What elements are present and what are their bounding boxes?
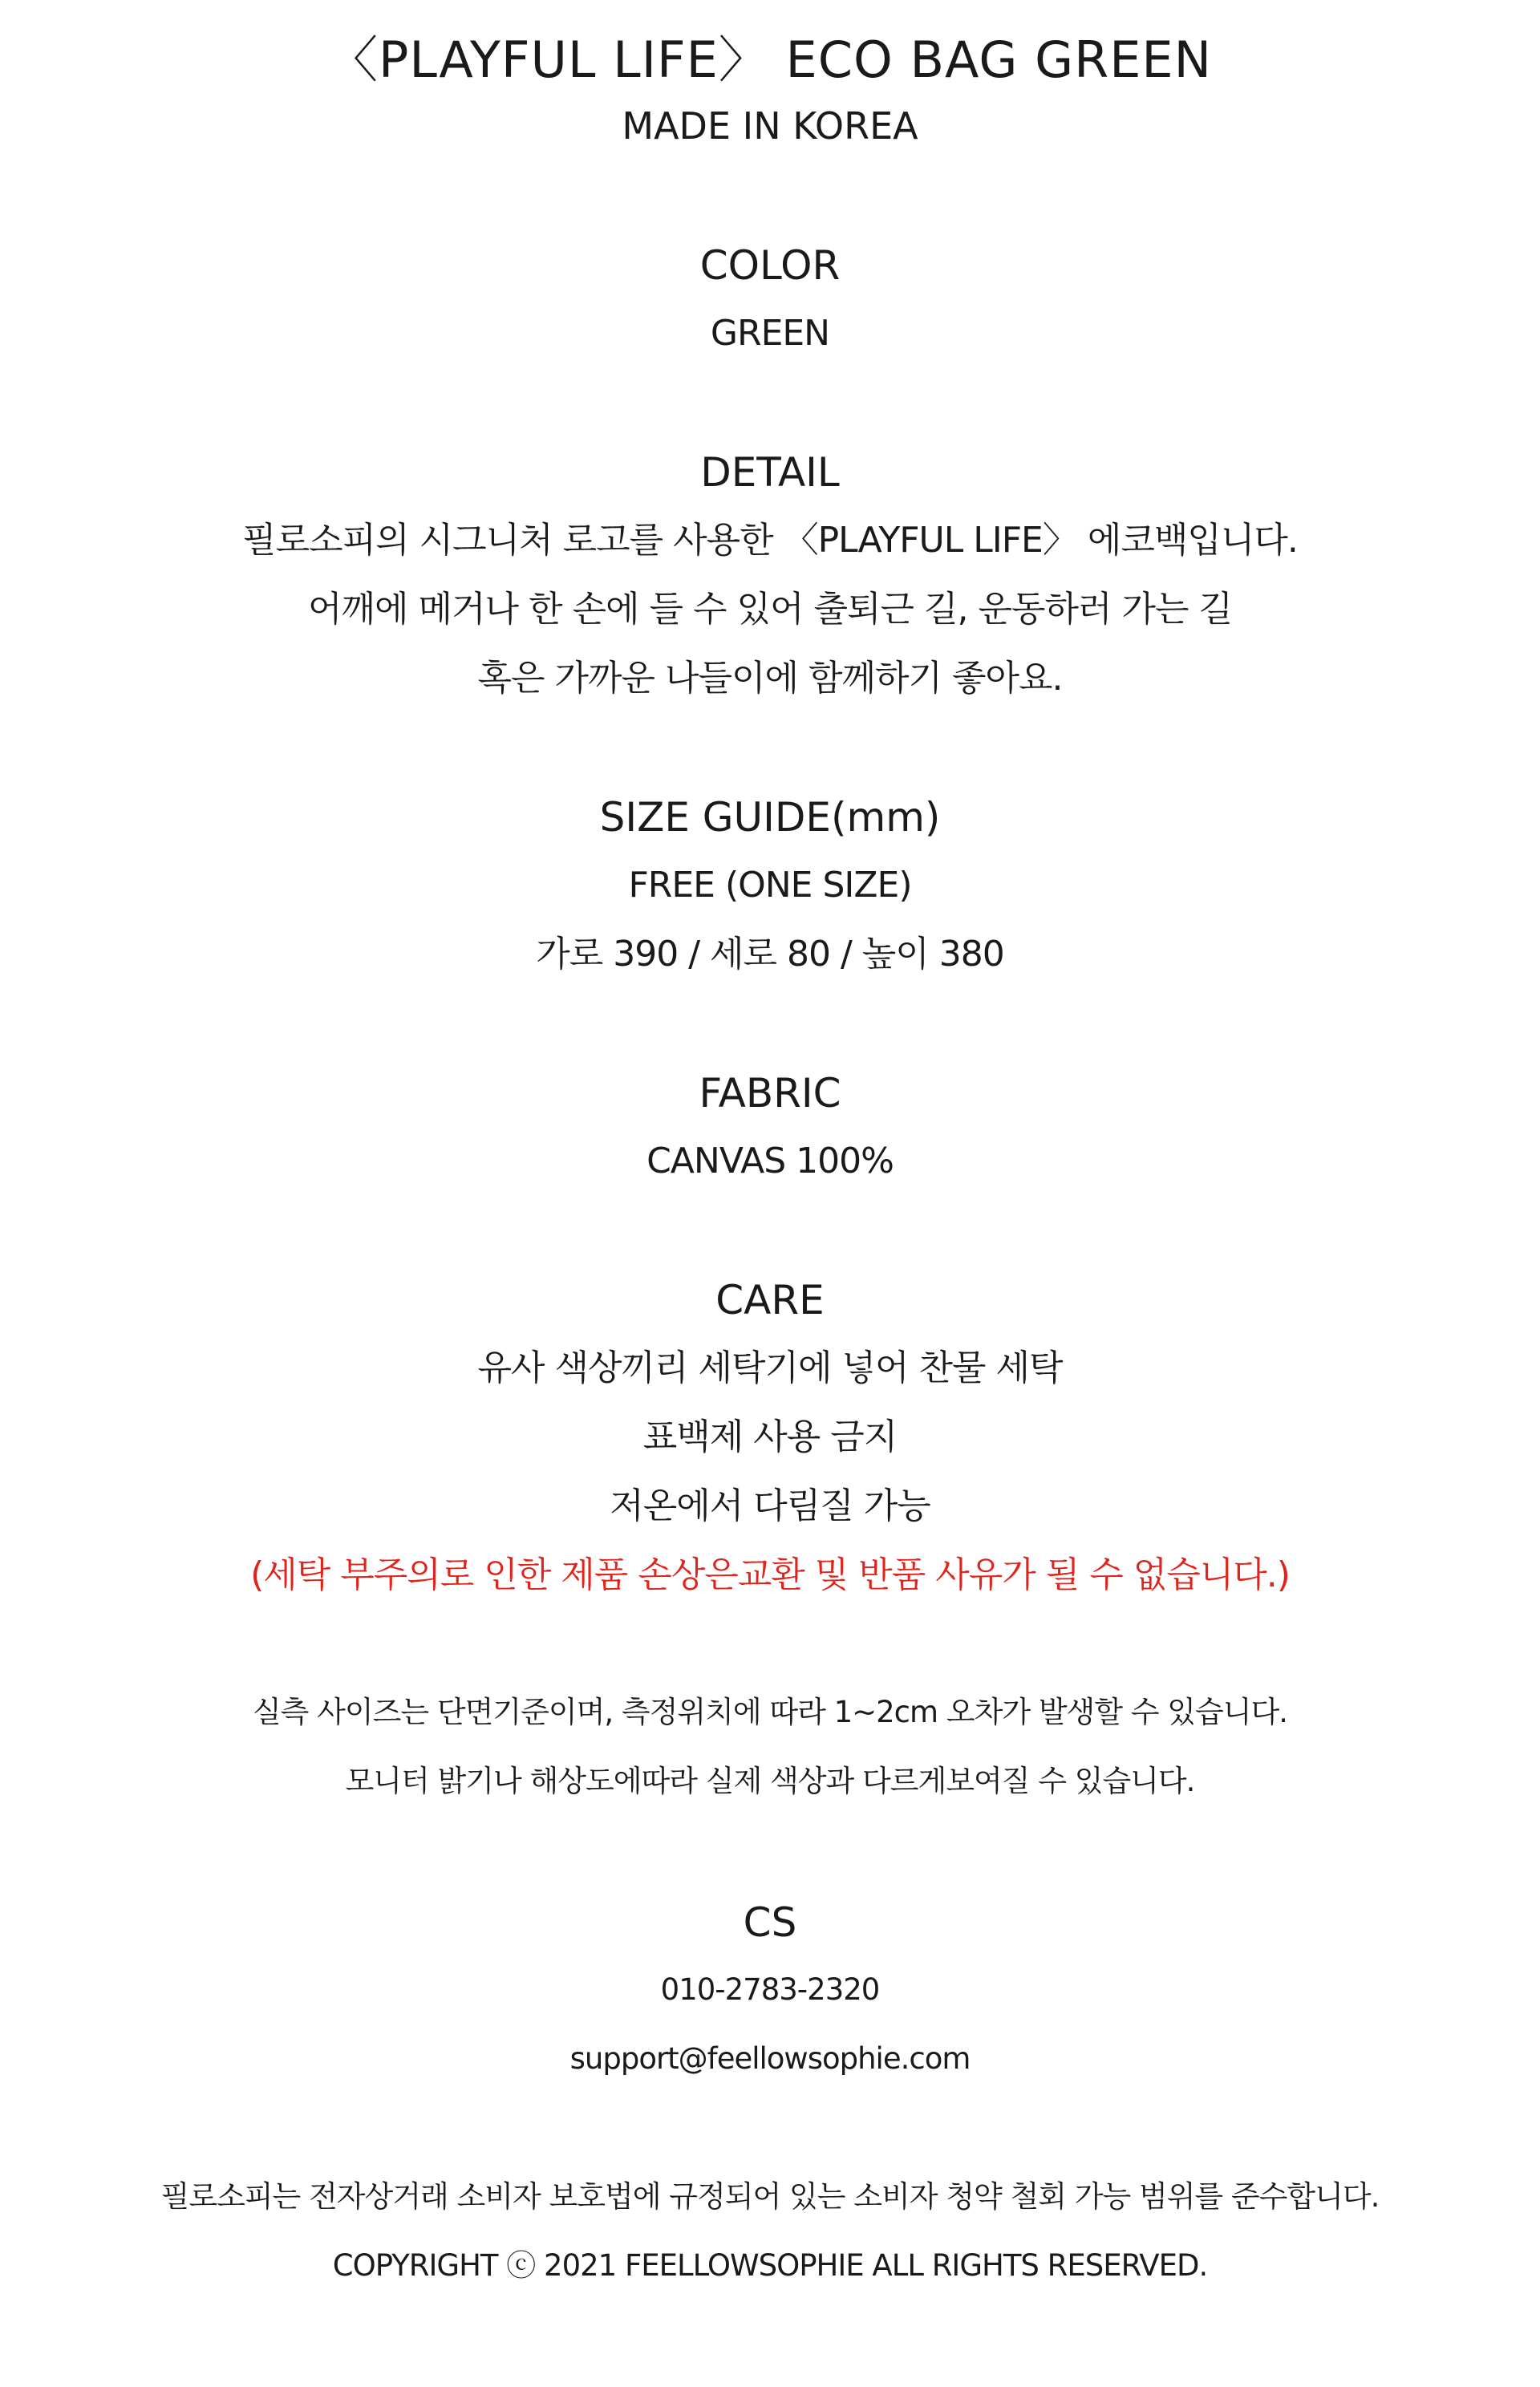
size-guide-heading: SIZE GUIDE(mm) — [599, 794, 941, 841]
detail-line-1: 필로소피의 시그니처 로고를 사용한 〈PLAYFUL LIFE〉 에코백입니다. — [242, 520, 1298, 561]
color-heading: COLOR — [699, 242, 841, 289]
copyright-notice: COPYRIGHT ⓒ 2021 FEELLOWSOPHIE ALL RIGHTS RESERVED. — [332, 2248, 1208, 2283]
cs-heading: CS — [743, 1899, 797, 1946]
fabric-value: CANVAS 100% — [646, 1141, 894, 1181]
detail-heading: DETAIL — [700, 449, 840, 496]
size-guide-line-1: FREE (ONE SIZE) — [628, 865, 912, 906]
measurement-note: 실측 사이즈는 단면기준이며, 측정위치에 따라 1~2cm 오차가 발생할 수 있습니다. — [252, 1695, 1288, 1729]
care-warning: (세탁 부주의로 인한 제품 손상은교환 및 반품 사유가 될 수 없습니다.) — [250, 1554, 1290, 1595]
cs-phone: 010-2783-2320 — [660, 1972, 880, 2007]
fabric-heading: FABRIC — [699, 1070, 841, 1116]
detail-line-3: 혹은 가까운 나들이에 함께하기 좋아요. — [477, 658, 1063, 699]
detail-line-2: 어깨에 메거나 한 손에 들 수 있어 출퇴근 길, 운동하러 가는 길 — [308, 589, 1232, 630]
care-line-3: 저온에서 다림질 가능 — [610, 1485, 930, 1526]
size-guide-line-2: 가로 390 / 세로 80 / 높이 380 — [536, 934, 1004, 975]
color-value: GREEN — [710, 313, 830, 354]
policy-notice: 필로소피는 전자상거래 소비자 보호법에 규정되어 있는 소비자 청약 철회 가능 범위를 준수합니다. — [160, 2179, 1380, 2214]
cs-email: support@feellowsophie.com — [569, 2041, 971, 2076]
care-line-2: 표백제 사용 금지 — [642, 1416, 898, 1457]
product-title: 〈PLAYFUL LIFE〉 ECO BAG GREEN — [328, 30, 1212, 89]
made-in-label: MADE IN KOREA — [622, 104, 918, 148]
monitor-note: 모니터 밝기나 해상도에따라 실제 색상과 다르게보여질 수 있습니다. — [345, 1764, 1195, 1798]
care-line-1: 유사 색상끼리 세탁기에 넣어 찬물 세탁 — [477, 1348, 1063, 1388]
care-heading: CARE — [715, 1277, 825, 1323]
